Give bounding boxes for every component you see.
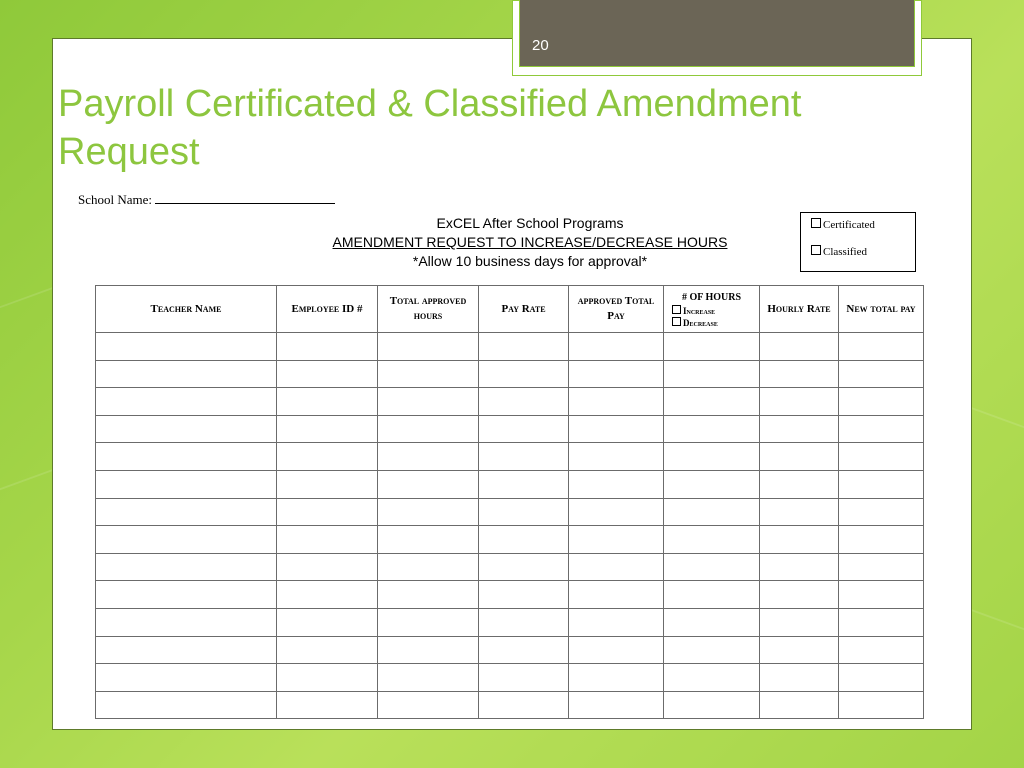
- table-row: [96, 443, 924, 471]
- table-cell[interactable]: [664, 664, 760, 692]
- table-cell[interactable]: [277, 526, 378, 554]
- table-cell[interactable]: [664, 553, 760, 581]
- header-number-of-hours: [664, 286, 760, 333]
- option-label: Increase: [683, 305, 716, 316]
- table-cell[interactable]: [760, 498, 839, 526]
- table-cell[interactable]: [378, 498, 479, 526]
- table-row: [96, 553, 924, 581]
- table-cell[interactable]: [839, 388, 924, 416]
- table-cell[interactable]: [479, 664, 569, 692]
- table-cell[interactable]: [839, 691, 924, 719]
- table-cell[interactable]: [96, 608, 277, 636]
- table-cell[interactable]: [569, 664, 664, 692]
- slide-title: Payroll Certificated & Classified Amendment Request: [58, 83, 802, 173]
- table-cell[interactable]: [839, 553, 924, 581]
- table-cell[interactable]: [664, 360, 760, 388]
- table-cell[interactable]: [839, 526, 924, 554]
- table-cell[interactable]: [839, 360, 924, 388]
- table-cell[interactable]: [760, 415, 839, 443]
- table-cell[interactable]: [378, 553, 479, 581]
- table-cell[interactable]: [479, 581, 569, 609]
- table-cell[interactable]: [569, 636, 664, 664]
- table-cell[interactable]: [479, 636, 569, 664]
- table-cell[interactable]: [839, 443, 924, 471]
- table-cell[interactable]: [378, 581, 479, 609]
- table-cell[interactable]: [378, 608, 479, 636]
- table-cell[interactable]: [569, 360, 664, 388]
- table-cell[interactable]: [569, 553, 664, 581]
- table-cell[interactable]: [839, 608, 924, 636]
- option-label: Decrease: [683, 317, 718, 328]
- table-cell[interactable]: [277, 636, 378, 664]
- table-cell[interactable]: [839, 581, 924, 609]
- table-cell[interactable]: [839, 333, 924, 361]
- table-cell[interactable]: [96, 415, 277, 443]
- table-cell[interactable]: [479, 608, 569, 636]
- header-teacher-name: Teacher Name: [96, 286, 277, 333]
- table-cell[interactable]: [664, 526, 760, 554]
- table-cell[interactable]: [96, 526, 277, 554]
- table-row: [96, 636, 924, 664]
- table-cell[interactable]: [479, 691, 569, 719]
- table-row: [96, 526, 924, 554]
- table-cell[interactable]: [839, 470, 924, 498]
- program-name: ExCEL After School Programs: [436, 215, 624, 231]
- table-cell[interactable]: [664, 388, 760, 416]
- table-cell[interactable]: [760, 470, 839, 498]
- table-row: [96, 333, 924, 361]
- table-header-row: [96, 286, 924, 333]
- table-cell[interactable]: [277, 470, 378, 498]
- table-cell[interactable]: [664, 470, 760, 498]
- table-cell[interactable]: [378, 636, 479, 664]
- table-cell[interactable]: [760, 664, 839, 692]
- table-cell[interactable]: [277, 360, 378, 388]
- school-name-label: School Name:: [78, 192, 153, 207]
- table-cell[interactable]: [664, 691, 760, 719]
- table-cell[interactable]: [96, 333, 277, 361]
- table-cell[interactable]: [664, 443, 760, 471]
- table-cell[interactable]: [479, 388, 569, 416]
- table-cell[interactable]: [479, 415, 569, 443]
- school-name-blank: [155, 193, 335, 204]
- table-cell[interactable]: [569, 498, 664, 526]
- header-new-total-pay: New total pay: [839, 286, 924, 333]
- hours-options: [664, 305, 759, 329]
- table-cell[interactable]: [664, 498, 760, 526]
- option-increase: [672, 305, 759, 317]
- table-row: [96, 581, 924, 609]
- table-cell[interactable]: [760, 333, 839, 361]
- table-cell[interactable]: [760, 691, 839, 719]
- table-cell[interactable]: [760, 581, 839, 609]
- table-cell[interactable]: [96, 691, 277, 719]
- table-row: [96, 664, 924, 692]
- table-cell[interactable]: [378, 443, 479, 471]
- header-approved-total-pay: approved Total Pay: [569, 286, 664, 333]
- table-cell[interactable]: [96, 581, 277, 609]
- option-decrease: [672, 317, 759, 329]
- table-cell[interactable]: [839, 415, 924, 443]
- table-cell[interactable]: [760, 443, 839, 471]
- table-cell[interactable]: [378, 333, 479, 361]
- table-cell[interactable]: [760, 553, 839, 581]
- table-cell[interactable]: [569, 608, 664, 636]
- table-cell[interactable]: [569, 470, 664, 498]
- table-cell[interactable]: [569, 388, 664, 416]
- table-cell[interactable]: [664, 608, 760, 636]
- table-row: [96, 360, 924, 388]
- table-cell[interactable]: [760, 526, 839, 554]
- table-cell[interactable]: [378, 470, 479, 498]
- table-row: [96, 415, 924, 443]
- table-cell[interactable]: [569, 526, 664, 554]
- slide-number-frame: [512, 0, 922, 76]
- header-hours-label: # OF HOURS: [681, 291, 742, 303]
- option-label: Classified: [823, 246, 867, 258]
- header-total-approved-hours: Total approved hours: [378, 286, 479, 333]
- table-cell[interactable]: [664, 636, 760, 664]
- table-cell[interactable]: [96, 664, 277, 692]
- checkbox-icon: [672, 305, 681, 314]
- table-cell[interactable]: [479, 470, 569, 498]
- table-cell[interactable]: [277, 664, 378, 692]
- table-cell[interactable]: [96, 553, 277, 581]
- table-cell[interactable]: [96, 388, 277, 416]
- table-cell[interactable]: [839, 498, 924, 526]
- checkbox-icon: [672, 317, 681, 326]
- checkbox-icon: [811, 245, 821, 255]
- table-cell[interactable]: [479, 526, 569, 554]
- table-cell[interactable]: [378, 526, 479, 554]
- table-cell[interactable]: [569, 691, 664, 719]
- table-cell[interactable]: [569, 415, 664, 443]
- table-cell[interactable]: [839, 664, 924, 692]
- table-cell[interactable]: [569, 581, 664, 609]
- table-cell[interactable]: [664, 415, 760, 443]
- table-cell[interactable]: [96, 470, 277, 498]
- table-cell[interactable]: [277, 608, 378, 636]
- approval-note: *Allow 10 business days for approval*: [412, 253, 648, 269]
- slide-number: 20: [532, 37, 549, 54]
- table-cell[interactable]: [569, 443, 664, 471]
- table-cell[interactable]: [760, 360, 839, 388]
- table-cell[interactable]: [760, 636, 839, 664]
- table-cell[interactable]: [96, 636, 277, 664]
- employee-type-box: [800, 212, 916, 272]
- table-cell[interactable]: [664, 333, 760, 361]
- table-cell[interactable]: [569, 333, 664, 361]
- header-hourly-rate: Hourly Rate: [760, 286, 839, 333]
- table-cell[interactable]: [378, 415, 479, 443]
- table-cell[interactable]: [479, 360, 569, 388]
- table-cell[interactable]: [378, 388, 479, 416]
- form-title: AMENDMENT REQUEST TO INCREASE/DECREASE HOURS: [332, 234, 728, 250]
- table-cell[interactable]: [479, 553, 569, 581]
- table-cell[interactable]: [96, 360, 277, 388]
- table-cell[interactable]: [664, 581, 760, 609]
- table-cell[interactable]: [760, 388, 839, 416]
- table-cell[interactable]: [277, 498, 378, 526]
- amendment-table: [95, 285, 924, 719]
- table-cell[interactable]: [277, 691, 378, 719]
- form-heading: [300, 214, 760, 271]
- option-classified: [811, 244, 905, 271]
- table-cell[interactable]: [277, 553, 378, 581]
- table-cell[interactable]: [479, 443, 569, 471]
- header-pay-rate: Pay Rate: [479, 286, 569, 333]
- school-name-field: [78, 192, 335, 208]
- table-cell[interactable]: [378, 691, 479, 719]
- table-row: [96, 498, 924, 526]
- table-cell[interactable]: [277, 415, 378, 443]
- table-row: [96, 608, 924, 636]
- slide-number-bar: [519, 0, 915, 67]
- table-cell[interactable]: [277, 581, 378, 609]
- table-cell[interactable]: [378, 664, 479, 692]
- table-cell[interactable]: [378, 360, 479, 388]
- table-cell[interactable]: [479, 333, 569, 361]
- table-cell[interactable]: [760, 608, 839, 636]
- table-cell[interactable]: [96, 443, 277, 471]
- table-row: [96, 691, 924, 719]
- table-cell[interactable]: [839, 636, 924, 664]
- table-row: [96, 470, 924, 498]
- checkbox-icon: [811, 218, 821, 228]
- table-cell[interactable]: [96, 498, 277, 526]
- header-employee-id: Employee ID #: [277, 286, 378, 333]
- table-row: [96, 388, 924, 416]
- table-cell[interactable]: [479, 498, 569, 526]
- option-label: Certificated: [823, 219, 875, 231]
- table-cell[interactable]: [277, 388, 378, 416]
- option-certificated: [811, 217, 905, 244]
- table-cell[interactable]: [277, 443, 378, 471]
- table-cell[interactable]: [277, 333, 378, 361]
